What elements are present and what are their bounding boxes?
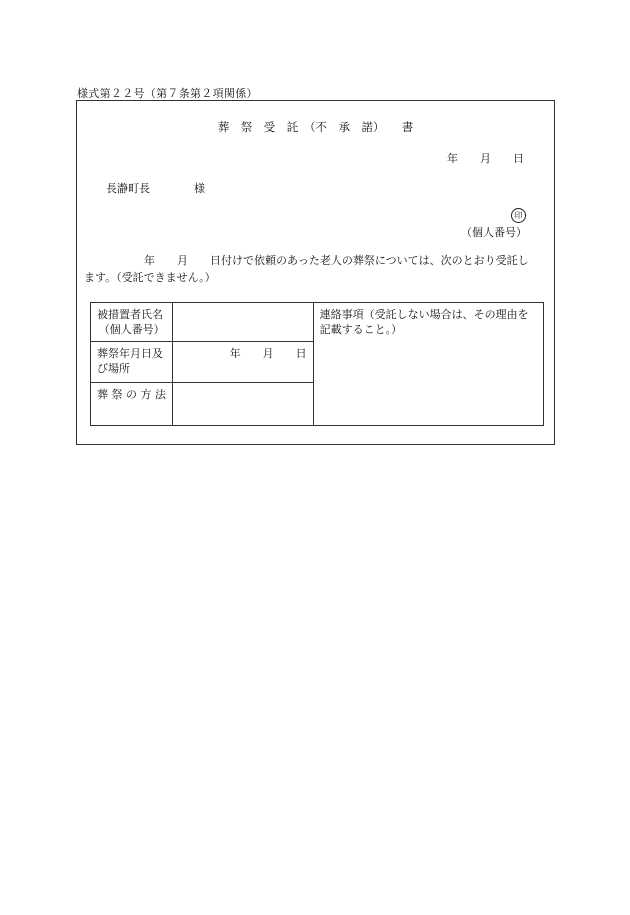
name-field[interactable] [173, 303, 313, 342]
funeral-date-field[interactable] [173, 342, 313, 383]
notes-label: 連絡事項（受託しない場合は、その理由を記載すること。） [319, 308, 529, 336]
seal-icon: 印 [511, 208, 526, 223]
name-sublabel: （個人番号） [98, 323, 165, 336]
body-text [84, 252, 551, 286]
form-number: 様式第２２号（第７条第２項関係） [77, 87, 258, 100]
funeral-method-field[interactable] [173, 383, 313, 426]
addressee: 長瀞町長 様 [106, 182, 205, 195]
table-row [91, 303, 544, 342]
funeral-date-placeholder: 年 月 日 [229, 347, 307, 360]
name-label-cell [91, 303, 173, 342]
notes-field[interactable] [313, 303, 543, 426]
document-title: 葬 祭 受 託 （不 承 諾） 書 [217, 120, 414, 134]
info-table [90, 302, 544, 426]
personal-number-label: （個人番号） [461, 226, 527, 239]
body-line-2: ます。（受託できません。） [84, 271, 216, 284]
funeral-method-label: 葬 祭 の 方 法 [91, 383, 173, 426]
name-label: 被措置者氏名 [97, 308, 163, 321]
body-line-1: 年 月 日付けで依頼のあった老人の葬祭については、次のとおり受託し [144, 254, 529, 267]
form-frame [76, 100, 555, 445]
funeral-date-label: 葬祭年月日及び場所 [91, 342, 173, 383]
document-date: 年 月 日 [447, 152, 524, 165]
